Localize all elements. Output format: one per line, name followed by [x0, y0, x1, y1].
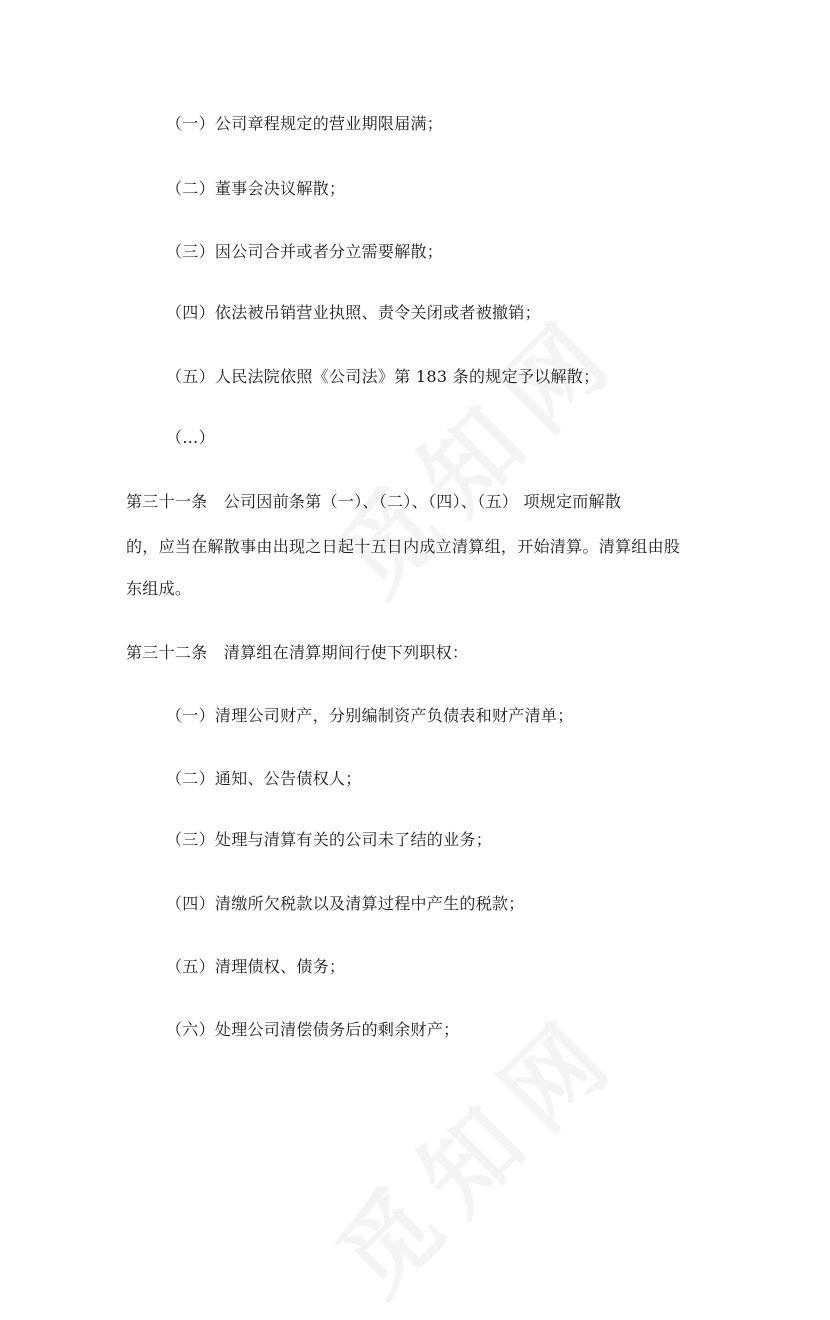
list-item: （五）人民法院依照《公司法》第 183 条的规定予以解散；: [166, 367, 600, 386]
list-item: （三）处理与清算有关的公司未了结的业务；: [166, 830, 493, 849]
article-31-line-3: 东组成。: [126, 579, 192, 598]
watermark: [303, 277, 646, 620]
list-item: （二）通知、公告债权人；: [166, 769, 362, 788]
article-32-heading: 第三十二条 清算组在清算期间行使下列职权：: [126, 643, 469, 662]
list-item: （一）公司章程规定的营业期限届满；: [166, 114, 444, 133]
article-31-line-1: 第三十一条 公司因前条第（一）、（二）、（四）、（五） 项规定而解散: [126, 492, 622, 511]
list-item: （六）处理公司清偿债务后的剩余财产；: [166, 1020, 460, 1039]
list-item: （五）清理债权、债务；: [166, 957, 346, 976]
list-item: （二）董事会决议解散；: [166, 179, 346, 198]
list-item: （四）清缴所欠税款以及清算过程中产生的税款；: [166, 894, 525, 913]
list-item: （三）因公司合并或者分立需要解散；: [166, 242, 444, 261]
list-item: （一）清理公司财产，分别编制资产负债表和财产清单；: [166, 706, 574, 725]
list-item: （四）依法被吊销营业执照、责令关闭或者被撤销；: [166, 303, 541, 322]
article-31-line-2: 的，应当在解散事由出现之日起十五日内成立清算组，开始清算。清算组由股: [126, 537, 681, 556]
list-item: （…）: [166, 428, 215, 447]
